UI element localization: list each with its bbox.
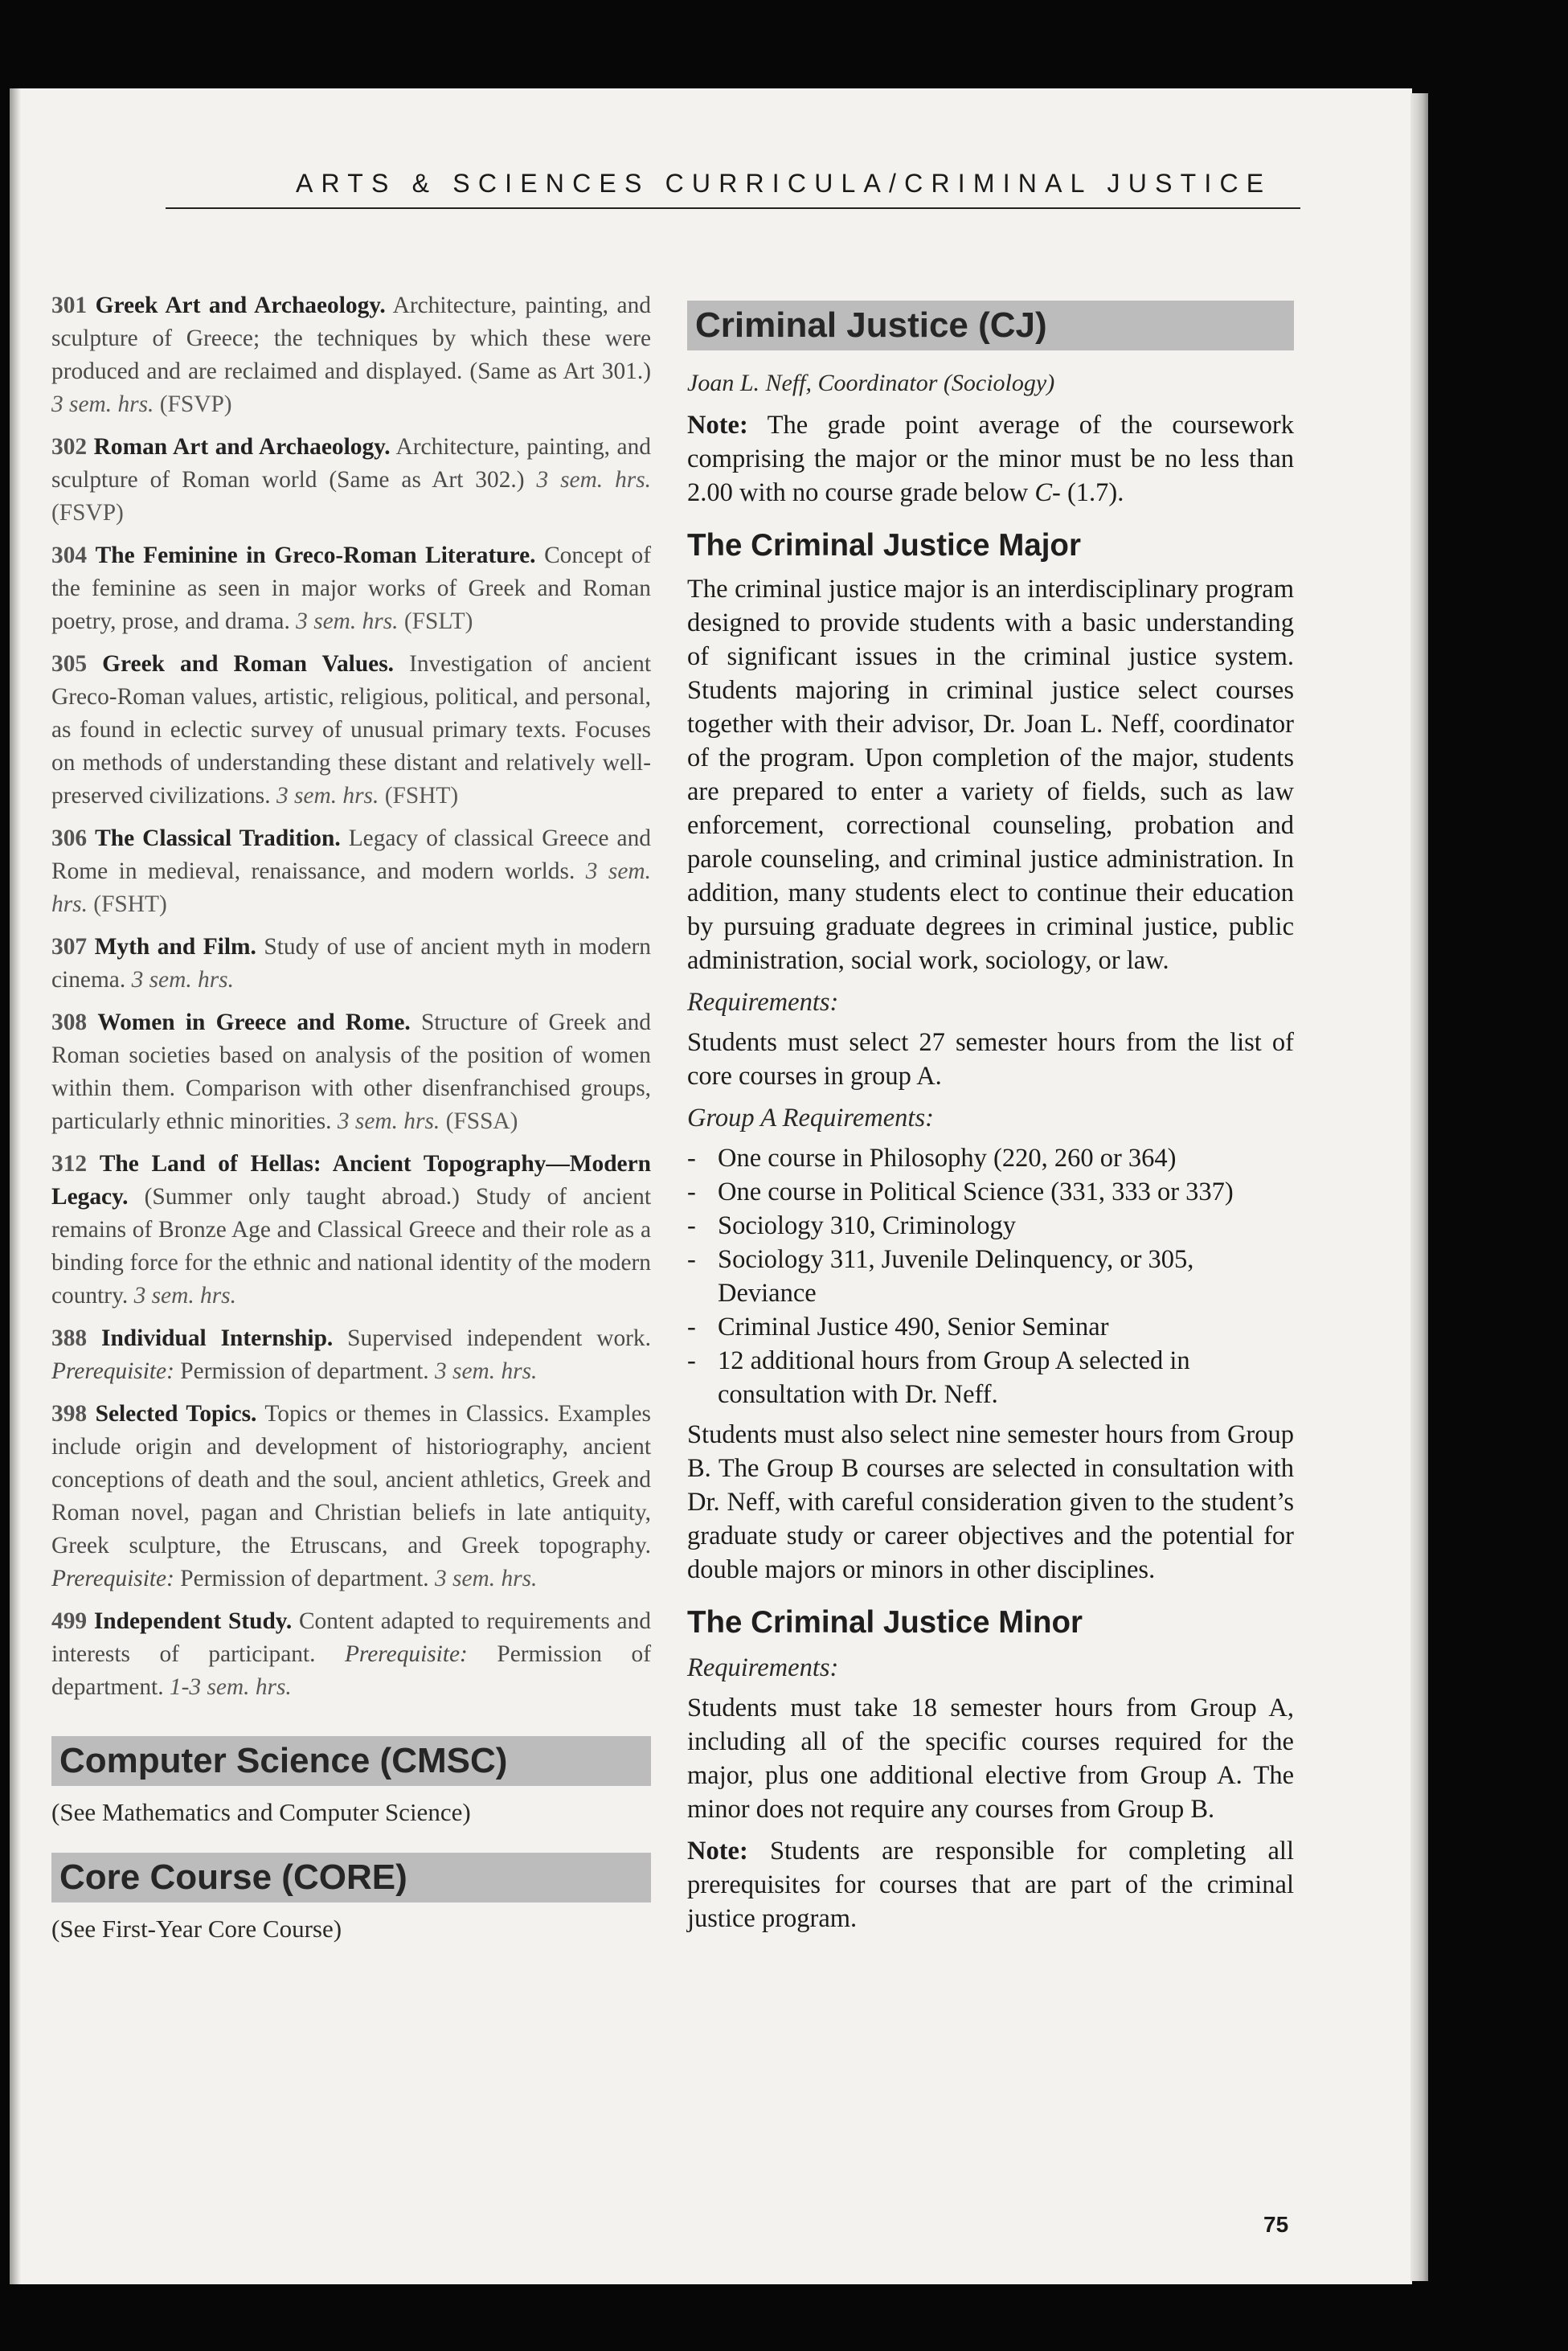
cj-note-grade: C- xyxy=(1034,478,1061,507)
course-description: Topics or themes in Classics. Examples include origin and development of historiography, ancient conceptions of death and the soul, ancient athletics, Greek and Roman novel, pagan and Christian beliefs in late antiquity, Greek sculpture, the Etruscans, and Greek topography. xyxy=(51,1401,651,1558)
course-entry xyxy=(51,1006,651,1138)
cmsc-banner: Computer Science (CMSC) xyxy=(51,1736,651,1786)
course-hours: 3 sem. hrs. xyxy=(337,1108,440,1134)
dash-bullet: - xyxy=(687,1346,696,1375)
course-entry xyxy=(51,1605,651,1704)
cj-note-2-text: Students are responsible for completing all prerequisites for courses that are part of the criminal justice program. xyxy=(687,1837,1294,1933)
course-prereq-label: Prerequisite: xyxy=(51,1358,174,1384)
cj-note-text: The grade point average of the coursework comprising the major or the minor must be no less than 2.00 with no course grade below xyxy=(687,411,1294,507)
course-title: Individual Internship. xyxy=(101,1325,334,1351)
course-entry xyxy=(51,431,651,530)
course-description: Architecture, painting, and sculpture of Greece; the techniques by which these were produced and are reclaimed and displayed. (Same as Art 301.) xyxy=(51,293,651,384)
dash-bullet: - xyxy=(687,1211,696,1240)
group-a-item xyxy=(687,1243,1294,1310)
course-tag: (FSSA) xyxy=(445,1108,518,1134)
course-entry xyxy=(51,1148,651,1313)
course-prereq: Permission of department. xyxy=(180,1566,429,1591)
major-requirements-label: Requirements: xyxy=(687,988,839,1017)
page-edge xyxy=(1410,93,1428,2281)
course-title: Selected Topics. xyxy=(95,1401,257,1427)
course-description: Structure of Greek and Roman societies based on analysis of the position of women within them. Comparison with other disenfranchised groups, particularly ethnic minorities. xyxy=(51,1010,651,1134)
cj-note xyxy=(687,408,1294,510)
course-number: 306 xyxy=(51,825,88,851)
dash-bullet: - xyxy=(687,1313,696,1341)
course-prereq-label: Prerequisite: xyxy=(51,1566,174,1591)
course-number: 398 xyxy=(51,1401,88,1427)
course-description: Architecture, painting, and sculpture of Roman world (Same as Art 302.) xyxy=(51,434,651,493)
course-hours: 3 sem. hrs. xyxy=(296,608,399,634)
course-title: The Land of Hellas: Ancient Topography—Modern Legacy. xyxy=(51,1151,651,1210)
course-entry xyxy=(51,289,651,421)
group-a-item xyxy=(687,1141,1294,1175)
course-entry xyxy=(51,1322,651,1388)
course-title: Greek and Roman Values. xyxy=(102,651,395,677)
course-hours: 3 sem. hrs. xyxy=(435,1358,538,1384)
course-prereq: Permission of department. xyxy=(180,1358,429,1384)
cj-note-label: Note: xyxy=(687,411,748,440)
major-requirements-paragraph: Students must select 27 semester hours from the list of core courses in group A. xyxy=(687,1028,1294,1091)
course-prereq-label: Prerequisite: xyxy=(344,1641,468,1667)
group-a-item-text: Sociology 310, Criminology xyxy=(718,1211,1017,1240)
course-number: 308 xyxy=(51,1010,88,1035)
course-entry xyxy=(51,648,651,813)
running-head: ARTS & SCIENCES CURRICULA/CRIMINAL JUSTICE xyxy=(296,169,1272,198)
core-banner: Core Course (CORE) xyxy=(51,1853,651,1903)
course-description: Supervised independent work. xyxy=(347,1325,651,1351)
dash-bullet: - xyxy=(687,1245,696,1274)
course-entry xyxy=(51,1398,651,1595)
course-title: The Feminine in Greco-Roman Literature. xyxy=(95,543,536,568)
cj-coordinator: Joan L. Neff, Coordinator (Sociology) xyxy=(687,370,1055,396)
core-see-note: (See First-Year Core Course) xyxy=(51,1915,342,1943)
course-description: Legacy of classical Greece and Rome in medieval, renaissance, and modern worlds. xyxy=(51,825,651,884)
course-tag: (FSHT) xyxy=(384,783,459,809)
course-title: Myth and Film. xyxy=(94,934,256,960)
course-number: 304 xyxy=(51,543,88,568)
group-a-item-text: One course in Political Science (331, 333 or 337) xyxy=(718,1178,1234,1206)
major-heading: The Criminal Justice Major xyxy=(687,528,1081,563)
course-number: 388 xyxy=(51,1325,88,1351)
course-number: 301 xyxy=(51,293,88,318)
group-a-item xyxy=(687,1175,1294,1209)
course-tag: (FSLT) xyxy=(403,608,473,634)
cmsc-see-note: (See Mathematics and Computer Science) xyxy=(51,1798,471,1826)
course-tag: (FSVP) xyxy=(159,391,232,417)
dash-bullet: - xyxy=(687,1178,696,1206)
cj-note-2-label: Note: xyxy=(687,1837,748,1866)
group-b-paragraph: Students must also select nine semester hours from Group B. The Group B courses are selected in consultation with Dr. Neff, with careful consideration given to the student’s graduate study or career objectives and the potential for double majors or minors in other disciplines. xyxy=(687,1420,1294,1584)
course-title: Women in Greece and Rome. xyxy=(97,1010,411,1035)
group-a-item xyxy=(687,1310,1294,1344)
course-tag: (FSVP) xyxy=(51,500,124,526)
course-hours: 3 sem. hrs. xyxy=(276,783,379,809)
course-hours: 3 sem. hrs. xyxy=(133,1283,236,1309)
group-a-item-text: 12 additional hours from Group A selected in consultation with Dr. Neff. xyxy=(718,1346,1190,1409)
cj-note-end: (1.7). xyxy=(1066,478,1124,507)
course-list xyxy=(51,289,651,1704)
gutter-shadow xyxy=(10,88,21,2284)
right-column xyxy=(687,289,1294,1943)
course-tag: (FSHT) xyxy=(93,891,167,917)
cj-note-2 xyxy=(687,1834,1294,1935)
dash-bullet: - xyxy=(687,1144,696,1173)
group-a-item-text: Criminal Justice 490, Senior Seminar xyxy=(718,1313,1109,1341)
course-description: Content adapted to requirements and interests of participant. xyxy=(51,1608,651,1667)
course-description: (Summer only taught abroad.) Study of ancient remains of Bronze Age and Classical Greece and their role as a binding force for the ethnic and national identity of the modern country. xyxy=(51,1184,652,1309)
course-hours: 3 sem. hrs. xyxy=(51,391,154,417)
course-entry xyxy=(51,931,651,997)
group-a-list xyxy=(687,1141,1294,1411)
course-entry xyxy=(51,822,651,921)
course-title: Independent Study. xyxy=(93,1608,293,1634)
cj-banner: Criminal Justice (CJ) xyxy=(687,301,1294,350)
course-entry xyxy=(51,539,651,638)
group-a-item xyxy=(687,1344,1294,1411)
minor-heading: The Criminal Justice Minor xyxy=(687,1605,1083,1640)
page-number: 75 xyxy=(1263,2212,1289,2237)
course-number: 305 xyxy=(51,651,88,677)
group-a-label: Group A Requirements: xyxy=(687,1104,934,1132)
course-hours: 3 sem. hrs. xyxy=(131,967,234,993)
header-rule xyxy=(166,207,1300,209)
course-prereq: Permission of department. xyxy=(51,1641,651,1700)
course-title: Roman Art and Archaeology. xyxy=(93,434,391,460)
course-hours: 3 sem. hrs. xyxy=(536,467,651,493)
left-column xyxy=(51,289,651,1969)
minor-requirements-label: Requirements: xyxy=(687,1653,839,1682)
course-number: 302 xyxy=(51,434,88,460)
group-a-item-text: Sociology 311, Juvenile Delinquency, or 305, Deviance xyxy=(718,1245,1194,1308)
course-number: 499 xyxy=(51,1608,88,1634)
group-a-item xyxy=(687,1209,1294,1243)
minor-paragraph: Students must take 18 semester hours from Group A, including all of the specific courses required for the major, plus one additional elective from Group A. The minor does not require any courses from Group B. xyxy=(687,1694,1294,1824)
course-hours: 3 sem. hrs. xyxy=(435,1566,538,1591)
course-number: 307 xyxy=(51,934,88,960)
major-paragraph: The criminal justice major is an interdisciplinary program designed to provide students with a basic understanding of significant issues in the criminal justice system. Students majoring in criminal justice select courses together with their advisor, Dr. Joan L. Neff, coordinator of the program. Upon completion of the major, students are prepared to enter a variety of fields, such as law enforcement, correctional counseling, probation and parole counseling, and criminal justice administration. In addition, many students elect to continue their education by pursuing graduate degrees in criminal justice, public administration, social work, sociology, or law. xyxy=(687,575,1294,975)
course-title: Greek Art and Archaeology. xyxy=(95,293,386,318)
course-number: 312 xyxy=(51,1151,88,1177)
course-title: The Classical Tradition. xyxy=(95,825,341,851)
course-hours: 3 sem. hrs. xyxy=(51,858,651,917)
course-hours: 1-3 sem. hrs. xyxy=(169,1674,292,1700)
course-description: Investigation of ancient Greco-Roman values, artistic, religious, political, and personal, as found in eclectic survey of unusual primary texts. Focuses on methods of understanding these distant and relatively well-preserved civilizations. xyxy=(51,651,651,809)
course-description: Concept of the feminine as seen in major works of Greek and Roman poetry, prose, and drama. xyxy=(51,543,652,634)
course-description: Study of use of ancient myth in modern cinema. xyxy=(51,934,651,993)
group-a-item-text: One course in Philosophy (220, 260 or 364) xyxy=(718,1144,1177,1173)
